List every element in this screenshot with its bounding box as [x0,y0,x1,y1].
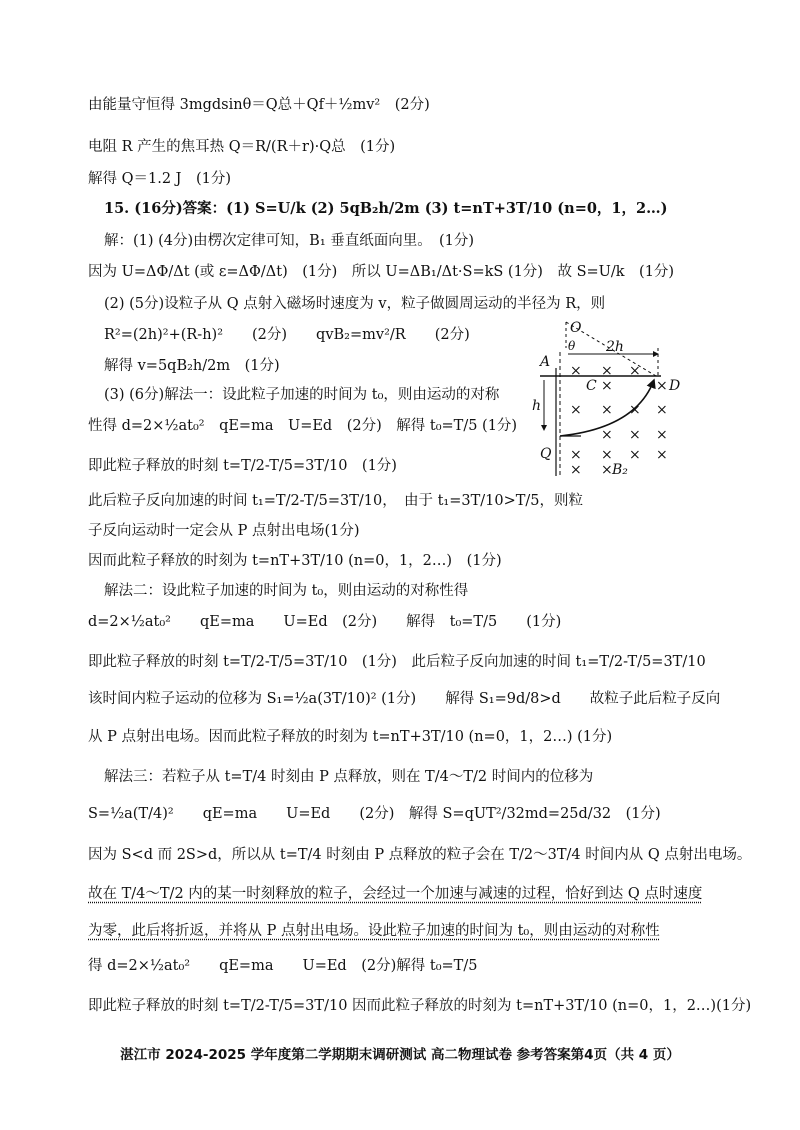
label-A: A [540,354,551,370]
label-2h: 2h [606,339,624,355]
label-Q: Q [540,446,552,462]
solution-part2-line: (2) (5分)设粒子从 Q 点射入磁场时速度为 v，粒子做圆周运动的半径为 R，则 [104,296,606,312]
method2-displacement-line: 该时间内粒子运动的位移为 S₁=½a(3T/10)² (1分) 解得 S₁=9d/8>d 故粒子此后粒子反向 [88,691,721,707]
svg-text:×: × [629,402,641,418]
svg-text:×: × [656,378,668,394]
method3-emphasis-line-2: 为零，此后将折返，并将从 P 点射出电场。设此粒子加速的时间为 t₀，则由运动的对称性 [88,923,660,939]
method3-symmetry-line: 得 d=2×½at₀² qE=ma U=Ed (2分)解得 t₀=T/5 [88,958,478,974]
method2-header-line: 解法二：设此粒子加速的时间为 t₀，则由运动的对称性得 [104,583,469,599]
velocity-result-line: 解得 v=5qB₂h/2m (1分) [104,358,280,374]
method3-header-line: 解法三：若粒子从 t=T/4 时刻由 P 点释放，则在 T/4～T/2 时间内的位移为 [104,769,594,785]
svg-text:×: × [629,447,641,463]
svg-text:×: × [570,447,582,463]
svg-text:×: × [601,462,613,478]
method2-equations-line: d=2×½at₀² qE=ma U=Ed (2分) 解得 t₀=T/5 (1分) [88,614,562,630]
solution-part1-line: 解：(1) (4分)由楞次定律可知，B₁ 垂直纸面向里。 (1分) [104,233,475,249]
q15-answer-line: 15. (16分)答案：(1) S=U/k (2) 5qB₂h/2m (3) t=nT+3T/10 (n=0，1，2…) [104,200,668,217]
method1-conclusion-line: 因而此粒子释放的时刻为 t=nT+3T/10 (n=0，1，2…) (1分) [88,553,502,569]
method2-conclusion-line: 从 P 点射出电场。因而此粒子释放的时刻为 t=nT+3T/10 (n=0，1，2…) (1分) [88,729,613,745]
method1-equations-line: 性得 d=2×½at₀² qE=ma U=Ed (2分) 解得 t₀=T/5 (1分) [88,418,518,434]
label-theta: θ [568,339,576,353]
svg-text:×: × [601,447,613,463]
result-q-line: 解得 Q＝1.2 J (1分) [88,171,232,187]
method1-reverse-time-line: 此后粒子反向加速的时间 t₁=T/2-T/5=3T/10， 由于 t₁=3T/10>T/5，则粒 [88,493,584,509]
label-D: D [669,378,681,394]
svg-text:×: × [570,402,582,418]
svg-text:×: × [570,363,582,379]
svg-text:×: × [656,447,668,463]
energy-conservation-line: 由能量守恒得 3mgdsinθ＝Q总＋Qf＋½mv² (2分) [88,97,430,113]
method3-conclusion-line: 即此粒子释放的时刻 t=T/2-T/5=3T/10 因而此粒子释放的时刻为 t=nT+3T/10 (n=0，1，2…)(1分) [88,998,752,1014]
method3-equations-line: S=½a(T/4)² qE=ma U=Ed (2分) 解得 S=qUT²/32md=25d/32 (1分) [88,806,661,822]
method2-release-line: 即此粒子释放的时刻 t=T/2-T/5=3T/10 (1分) 此后粒子反向加速的时间 t₁=T/2-T/5=3T/10 [88,654,706,670]
svg-text:×: × [601,402,613,418]
emf-equation-line: 因为 U=ΔΦ/Δt (或 ε=ΔΦ/Δt) (1分) 所以 U=ΔB₁/Δt·S=kS (1分) 故 S=U/k (1分) [88,264,675,280]
svg-text:×: × [629,427,641,443]
svg-text:×: × [601,378,613,394]
svg-text:×: × [656,427,668,443]
joule-heat-line: 电阻 R 产生的焦耳热 Q＝R/(R＋r)·Q总 (1分) [88,139,396,155]
label-B2: B₂ [612,462,628,478]
svg-text:×: × [601,427,613,443]
svg-text:×: × [656,402,668,418]
method1-exit-line: 子反向运动时一定会从 P 点射出电场(1分) [88,523,360,539]
method3-emphasis-line-1: 故在 T/4～T/2 内的某一时刻释放的粒子，会经过一个加速与减速的过程，恰好到达 Q 点时速度 [88,886,703,902]
label-C: C [586,378,597,394]
method3-reason-line: 因为 S<d 而 2S>d，所以从 t=T/4 时刻由 P 点释放的粒子会在 T/2～3T/4 时间内从 Q 点射出电场。 [88,847,752,863]
svg-text:×: × [570,462,582,478]
method1-header-line: (3) (6分)解法一：设此粒子加速的时间为 t₀，则由运动的对称 [104,387,500,403]
svg-text:×: × [629,363,641,379]
label-h: h [532,398,542,414]
method1-release-time-line: 即此粒子释放的时刻 t=T/2-T/5=3T/10 (1分) [88,458,397,474]
page-footer: 湛江市 2024-2025 学年度第二学期期末调研测试 高二物理试卷 参考答案第4页（共 4 页） [120,1047,680,1063]
label-O: O [570,320,582,336]
svg-text:×: × [601,363,613,379]
magnetic-field-figure [526,318,701,478]
radius-equation-line: R²=(2h)²+(R-h)² (2分) qvB₂=mv²/R (2分) [104,327,470,343]
